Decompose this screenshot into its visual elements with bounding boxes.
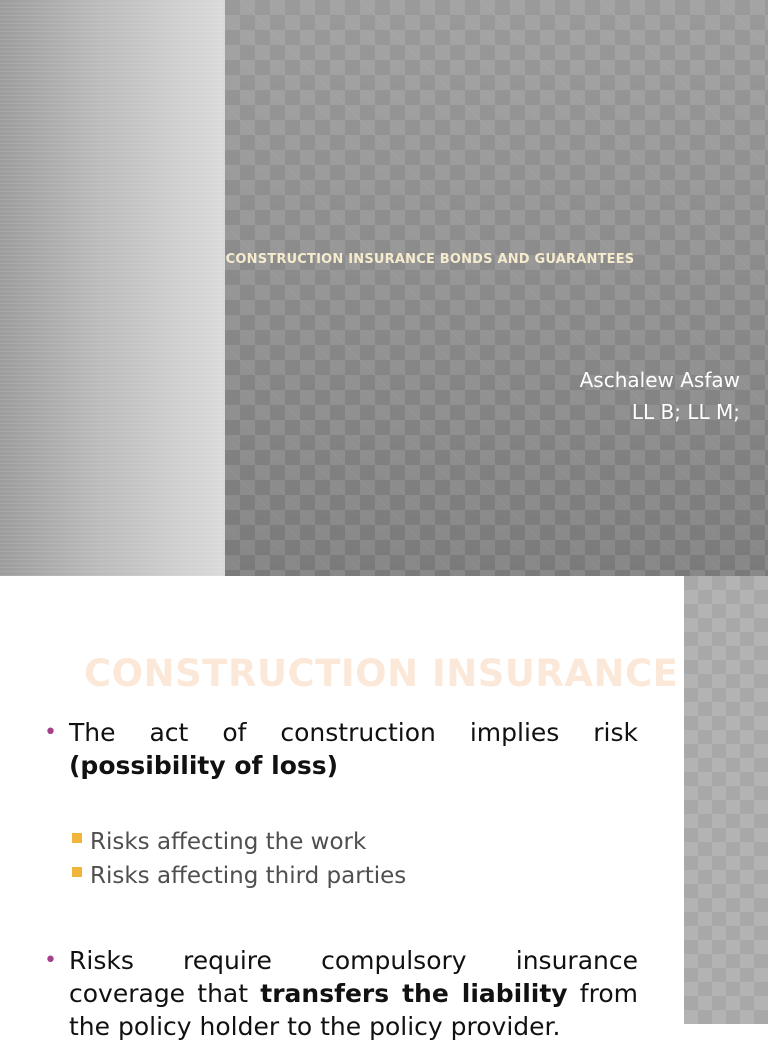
slide2-title: CONSTRUCTION INSURANCE bbox=[84, 652, 679, 695]
author-block bbox=[580, 364, 740, 428]
bullet-1-part1: The act of construction implies risk bbox=[69, 718, 638, 747]
bullet-marker: • bbox=[44, 948, 57, 973]
sub-bullet-1 bbox=[72, 827, 366, 857]
sub-bullet-2 bbox=[72, 861, 406, 891]
slide2-sidebar-pattern bbox=[684, 576, 768, 1024]
sub-bullet-2-text: Risks affecting third parties bbox=[90, 863, 407, 889]
bullet-1 bbox=[44, 716, 638, 782]
square-bullet-icon bbox=[72, 867, 82, 877]
bullet-marker: • bbox=[44, 720, 57, 745]
author-degrees: LL B; LL M; bbox=[631, 400, 740, 424]
bullet-2-part1: Risks require compulsory insurance coverage that bbox=[69, 946, 638, 1008]
bullet-1-bold: (possibility of loss) bbox=[69, 751, 339, 780]
bullet-2-text bbox=[69, 944, 638, 1043]
square-bullet-icon bbox=[72, 833, 82, 843]
slide1-right-panel bbox=[225, 0, 768, 576]
bullet-1-text bbox=[69, 716, 638, 782]
sub-bullet-1-text: Risks affecting the work bbox=[90, 829, 367, 855]
bullet-2-part2: from the policy holder to the policy provider. bbox=[69, 979, 638, 1041]
presentation-title: CONSTRUCTION INSURANCE BONDS AND GUARANTEES bbox=[225, 252, 635, 267]
bullet-2-bold: transfers the liability bbox=[260, 979, 568, 1008]
slide1-left-panel bbox=[0, 0, 223, 576]
content-slide bbox=[0, 576, 768, 1041]
author-name: Aschalew Asfaw bbox=[579, 368, 740, 392]
bullet-2 bbox=[44, 944, 638, 1043]
